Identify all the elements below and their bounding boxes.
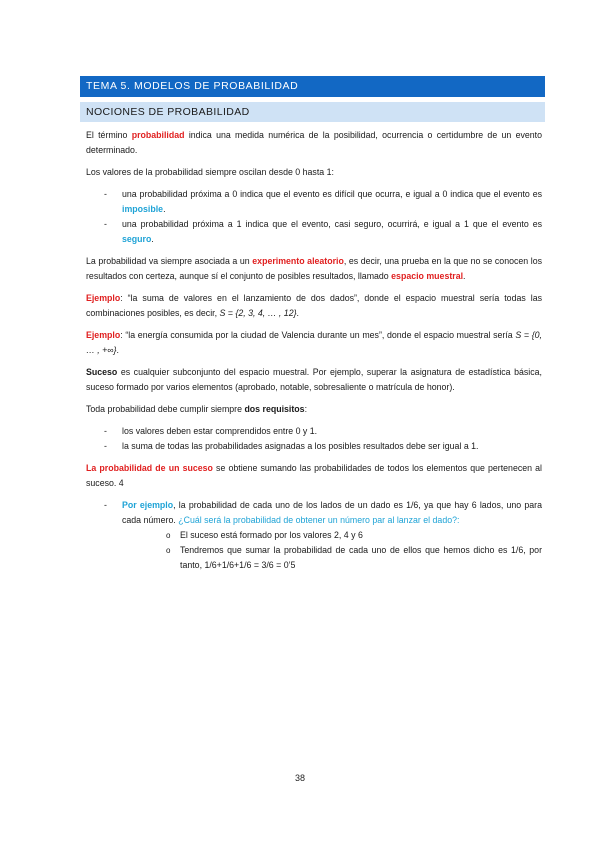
range-list <box>86 187 542 247</box>
page-number: 38 <box>294 773 305 783</box>
list-item: - una probabilidad próxima a 1 indica que el evento, casi seguro, ocurrirá, e igual a 1 que el evento es seguro. <box>104 219 542 244</box>
list-item: - los valores deben estar comprendidos entre 0 y 1. <box>104 426 318 436</box>
term-dos-requisitos: dos requisitos <box>244 404 305 414</box>
chapter-title: TEMA 5. MODELOS DE PROBABILIDAD <box>80 76 545 97</box>
paragraph-requirements: Toda probabilidad debe cumplir siempre dos requisitos: <box>86 404 308 414</box>
paragraph-event-probability: La probabilidad de un suceso se obtiene sumando las probabilidades de todos los elementos que pertenecen al suceso. 4 <box>86 463 542 488</box>
example-sublist <box>122 528 542 573</box>
example-label: Por ejemplo <box>122 500 174 510</box>
section-title: NOCIONES DE PROBABILIDAD <box>80 102 545 122</box>
term-experimento-aleatorio: experimento aleatorio <box>252 256 344 266</box>
term-seguro: seguro <box>122 234 152 244</box>
example-label: Ejemplo <box>86 330 121 340</box>
list-item: - Por ejemplo, la probabilidad de cada uno de los lados de un dado es 1/6, ya que hay 6 lados, uno para cada número. ¿Cuál será la probabilidad de obtener un número par al lanzar el dado?: o El suceso está formado por los valores 2, 4 y 6 o Tendremos que sumar la probabilidad de cada uno de ellos que hemos dicho es 1/6, por tanto, 1/6+1/6+1/6 = 3/6 = 0’5 <box>86 498 542 573</box>
example-energy: Ejemplo: “la energía consumida por la ciudad de Valencia durante un mes”, donde el espacio muestral sería S = {0, … , +∞}. <box>86 330 542 355</box>
example-list <box>86 498 542 573</box>
term-suceso: Suceso <box>86 367 118 377</box>
page-body <box>86 128 542 580</box>
list-item: - la suma de todas las probabilidades asignadas a los posibles resultados debe ser igual a 1. <box>104 441 479 451</box>
requirements-list <box>86 424 542 454</box>
term-probabilidad-suceso: La probabilidad de un suceso <box>86 463 213 473</box>
math-expression: S = {0, … , +∞} <box>86 330 542 355</box>
list-item: o Tendremos que sumar la probabilidad de cada uno de ellos que hemos dicho es 1/6, por tanto, 1/6+1/6+1/6 = 3/6 = 0’5 <box>166 545 542 570</box>
list-item: o El suceso está formado por los valores 2, 4 y 6 <box>166 530 363 540</box>
paragraph-suceso: Suceso es cualquier subconjunto del espacio muestral. Por ejemplo, superar la asignatura de estadística básica, suceso formado por varios elementos (aprobado, notable, sobresaliente o matrícula de honor). <box>86 367 542 392</box>
term-espacio-muestral: espacio muestral <box>391 271 464 281</box>
paragraph-definition: El término probabilidad indica una medida numérica de la posibilidad, ocurrencia o certidumbre de un evento determinado. <box>86 130 542 155</box>
term-imposible: imposible <box>122 204 164 214</box>
example-question: ¿Cuál será la probabilidad de obtener un número par al lanzar el dado?: <box>178 515 460 525</box>
example-dice: Ejemplo: “la suma de valores en el lanzamiento de dos dados”, donde el espacio muestral sería todas las combinaciones posibles, es decir, S = {2, 3, 4, … , 12}. <box>86 293 542 318</box>
term-probabilidad: probabilidad <box>131 130 185 140</box>
paragraph-experiment: La probabilidad va siempre asociada a un experimento aleatorio, es decir, una prueba en la que no se conocen los resultados con certeza, aunque sí el conjunto de posibles resultados, llamado espacio muestral. <box>86 256 542 281</box>
list-item: - una probabilidad próxima a 0 indica que el evento es difícil que ocurra, e igual a 0 indica que el evento es imposible. <box>104 189 542 214</box>
math-expression: S = {2, 3, 4, … , 12} <box>219 308 297 318</box>
paragraph-range: Los valores de la probabilidad siempre oscilan desde 0 hasta 1: <box>86 167 334 177</box>
example-label: Ejemplo <box>86 293 121 303</box>
